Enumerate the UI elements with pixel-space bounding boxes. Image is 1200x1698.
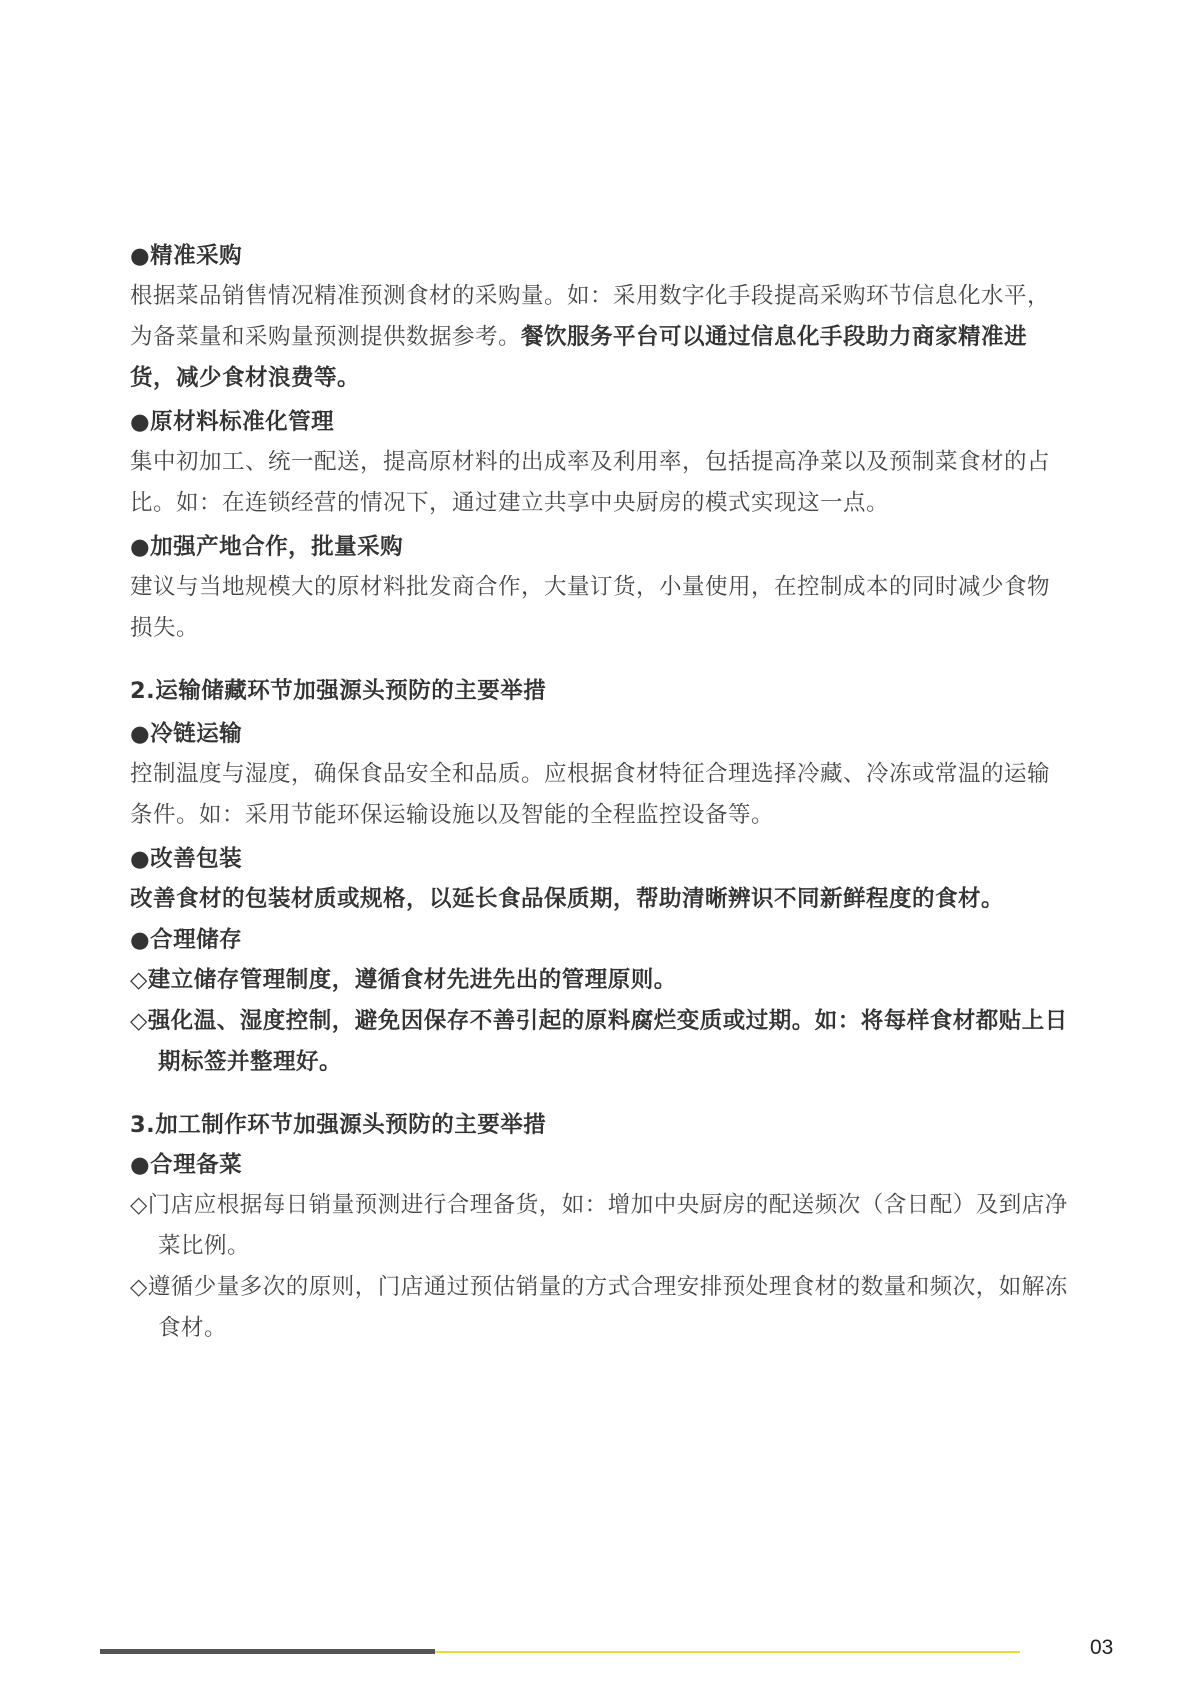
- page-number: 03: [1090, 1636, 1114, 1659]
- part-title-transport-storage: 2.运输储藏环节加强源头预防的主要举措: [130, 678, 547, 704]
- section-heading-standardization: ●原材料标准化管理: [130, 409, 335, 435]
- section-heading-cold-chain: ●冷链运输: [130, 721, 243, 747]
- section-heading-storage: ●合理储存: [130, 927, 243, 953]
- paragraph-packaging: 改善食材的包装材质或规格，以延长食品保质期，帮助清晰辨识不同新鲜程度的食材。: [130, 886, 1005, 912]
- paragraph-precise-purchasing: [130, 276, 1070, 399]
- part-title-processing: 3.加工制作环节加强源头预防的主要举措: [130, 1112, 547, 1138]
- paragraph-bold-text: 餐饮服务平台可以通过信息化手段助力商家精准进货，减少食材浪费等。: [130, 324, 1028, 391]
- section-heading-prep: ●合理备菜: [130, 1152, 243, 1178]
- list-item: ◇门店应根据每日销量预测进行合理备货，如：增加中央厨房的配送频次（含日配）及到店净菜比例。: [130, 1192, 1068, 1259]
- list-item: ◇遵循少量多次的原则，门店通过预估销量的方式合理安排预处理食材的数量和频次，如解冻食材。: [130, 1274, 1068, 1341]
- list-item: ◇建立储存管理制度，遵循食材先进先出的管理原则。: [130, 967, 677, 993]
- paragraph-standardization: 集中初加工、统一配送，提高原材料的出成率及利用率，包括提高净菜以及预制菜食材的占比。如：在连锁经营的情况下，通过建立共享中央厨房的模式实现这一点。: [130, 449, 1051, 516]
- paragraph-text: 根据菜品销售情况精准预测食材的采购量。如：采用数字化手段提高采购环节信息化水平，为备菜量和采购量预测提供数据参考。: [130, 283, 1051, 350]
- paragraph-cold-chain: 控制温度与湿度，确保食品安全和品质。应根据食材特征合理选择冷藏、冷冻或常温的运输条件。如：采用节能环保运输设施以及智能的全程监控设备等。: [130, 761, 1051, 828]
- footer-accent-bar: [435, 1651, 1020, 1653]
- paragraph-origin-cooperation: 建议与当地规模大的原材料批发商合作，大量订货，小量使用，在控制成本的同时减少食物损失。: [130, 574, 1051, 641]
- section-heading-precise-purchasing: ●精准采购: [130, 243, 243, 269]
- page-content: [130, 236, 1070, 1349]
- section-heading-origin-cooperation: ●加强产地合作，批量采购: [130, 534, 404, 560]
- footer-dark-bar: [100, 1649, 435, 1654]
- section-heading-packaging: ●改善包装: [130, 846, 243, 872]
- list-item: ◇强化温、湿度控制，避免因保存不善引起的原料腐烂变质或过期。如：将每样食材都贴上日期标签并整理好。: [130, 1008, 1068, 1075]
